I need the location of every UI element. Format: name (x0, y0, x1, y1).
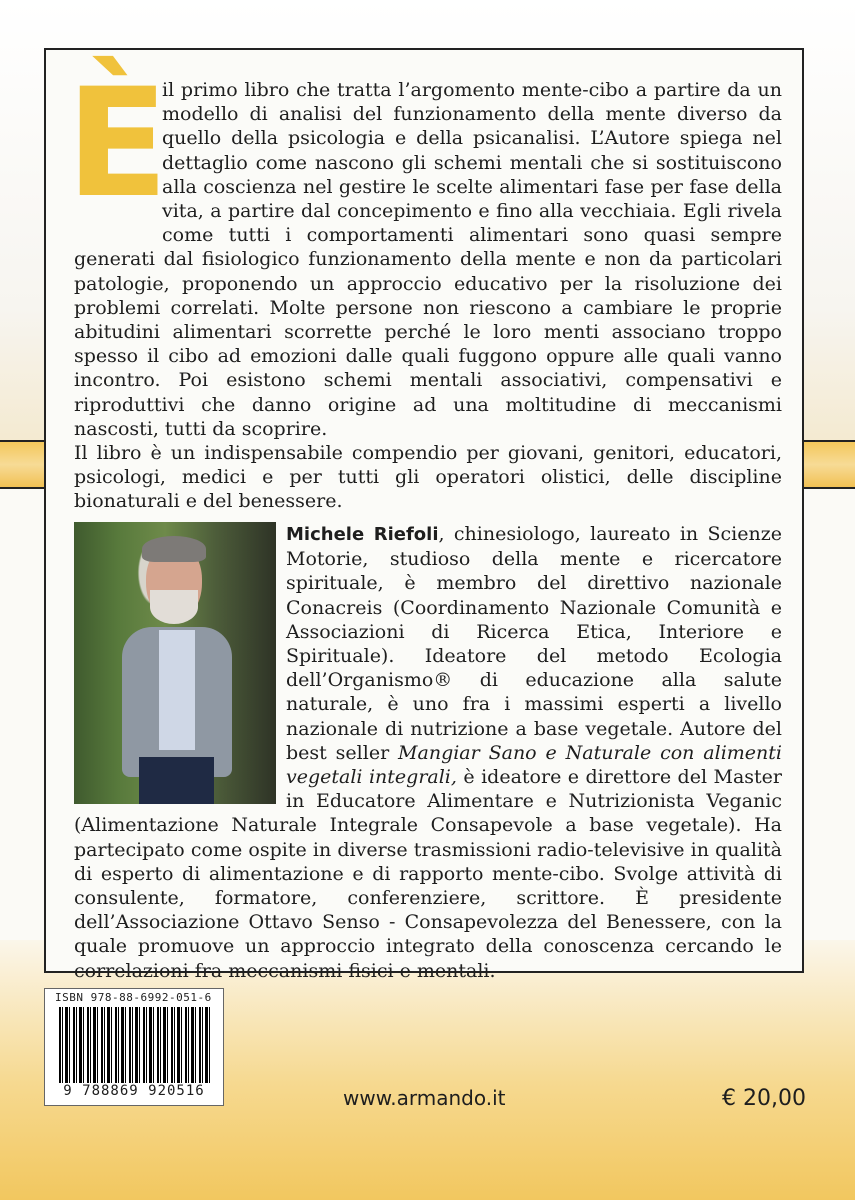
author-name: Michele Riefoli (286, 524, 439, 545)
intro-text: il primo libro che tratta l’argomento mente-cibo a partire da un modello di analisi del funzionamento della mente diverso da quello della psicologia e della psicanalisi. L’Autore spiega nel dettaglio come nascono gli schemi mentali che si sostituiscono alla coscienza nel gestire le scelte alimentari fase per fase della vita, a partire dal concepimento e fino alla vecchiaia. Egli rivela come tutti i comportamenti alimentari sono quasi sempre generati dal fisiologico funzionamento della mente e non da particolari patologie, proponendo un approccio educativo per la risoluzione dei problemi correlati. Molte persone non riescono a cambiare le proprie abitudini alimentari scorrette perché le loro menti associano troppo spesso il cibo ad emozioni dalle quali fuggono oppure alle quali vanno incontro. Poi esistono schemi mentali associativi, compensativi e riproduttivi che danno origine ad una moltitudine di meccanismi nascosti, tutti da scoprire. (74, 79, 782, 440)
bio-text-2: è ideatore e direttore del Master in Educatore Alimentare e Nutrizionista Veganic (Alimentazione Naturale Integrale Consapevole a base vegetale). Ha partecipato come ospite in diverse trasmissioni radio-televisive in qualità di esperto di alimentazione e di rapporto mente-cibo. Svolge attività di consulente, formatore, conferenziere, scrittore. È presidente dell’Associazione Ottavo Senso - Consapevolezza del Benessere, con la quale promuove un approccio integrato della conoscenza cercando le correlazioni fra meccanismi fisici e mentali. (74, 766, 782, 982)
intro-paragraph (74, 78, 782, 514)
barcode-bars (59, 1007, 213, 1083)
publisher-url[interactable]: www.armando.it (343, 1086, 506, 1110)
author-bio (74, 522, 782, 983)
price: € 20,00 (722, 1086, 806, 1111)
bio-text-1: , chinesiologo, laureato in Scienze Motorie, studioso della mente e ricercatore spirituale, è membro del direttivo nazionale Conacreis (Coordinamento Nazionale Comunità e Associazioni di Ricerca Etica, Interiore e Spirituale). Ideatore del metodo Ecologia dell’Organismo® di educazione alla salute naturale, è uno fra i massimi esperti a livello nazionale di nutrizione a base vegetale. Autore del best seller (286, 523, 782, 764)
drop-cap: È (66, 57, 169, 231)
isbn-label: ISBN 978-88-6992-051-6 (55, 991, 212, 1004)
photo-spacer (74, 522, 286, 811)
barcode-digits: 9 788869 920516 (63, 1083, 205, 1099)
intro-text-2: Il libro è un indispensabile compendio per giovani, genitori, educatori, psicologi, medici e per tutti gli operatori olistici, delle discipline bionaturali e del benessere. (74, 442, 782, 513)
dropcap-spacer (74, 78, 162, 224)
book-title: Mangiar Sano e Naturale con alimenti vegetali integrali, (286, 741, 782, 789)
barcode (44, 988, 224, 1106)
